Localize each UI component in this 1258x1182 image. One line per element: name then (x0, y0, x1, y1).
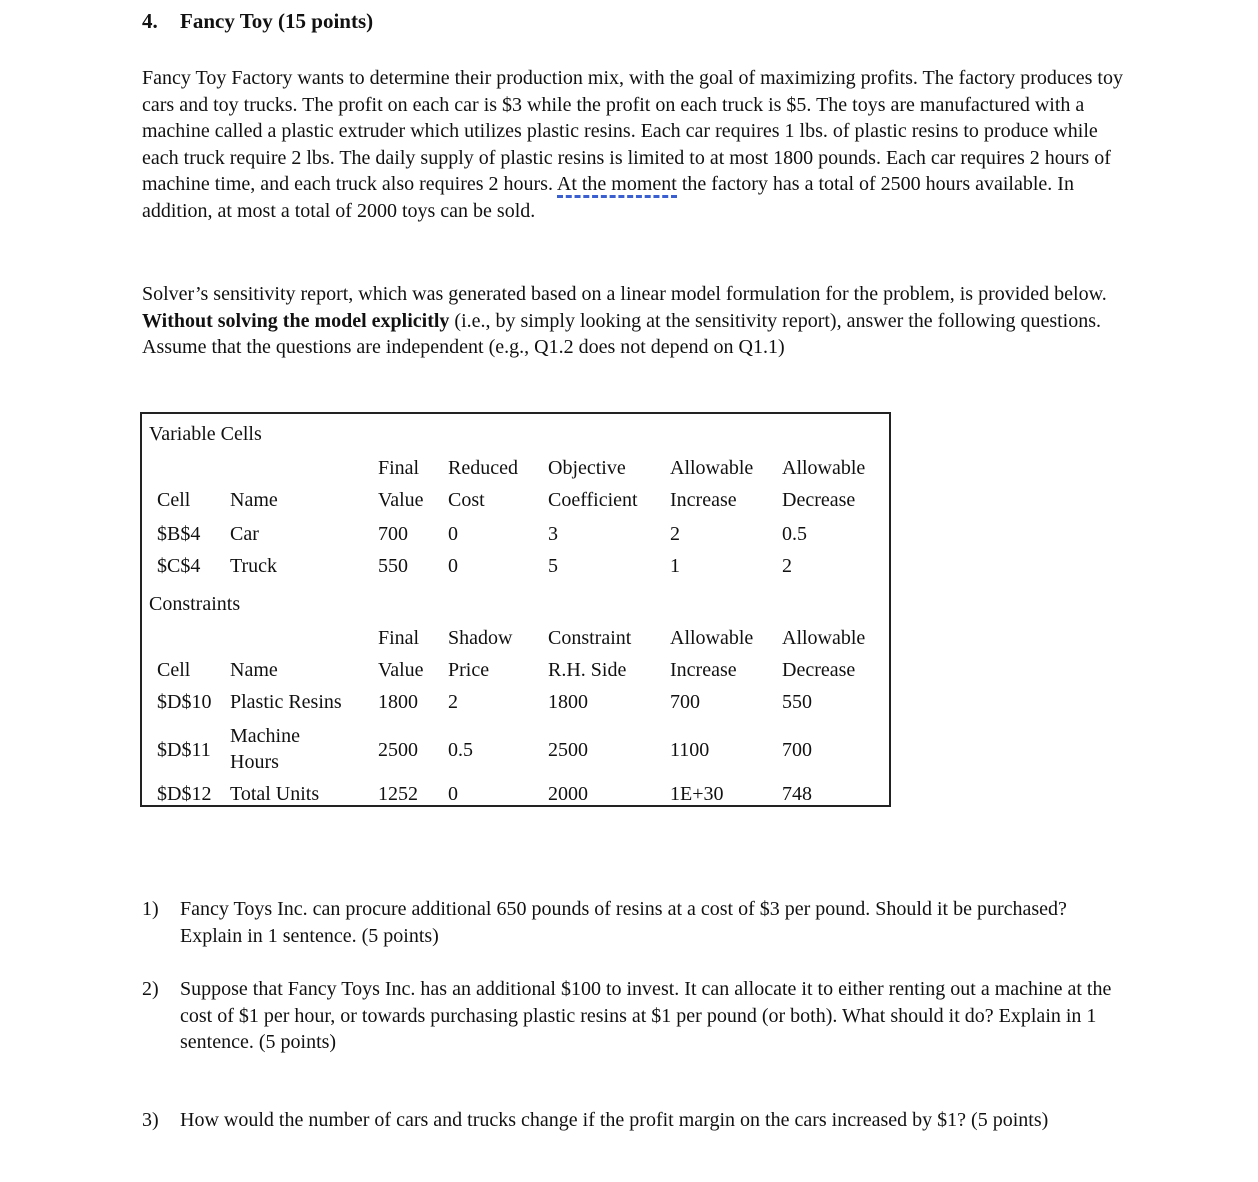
con-row-units-name: Total Units (230, 783, 320, 805)
con-row-machine-final: 2500 (378, 739, 418, 761)
con-row-machine-name-line2: Hours (230, 751, 279, 773)
con-row-resins-shadow: 2 (448, 691, 458, 713)
problem-text-part1: Fancy Toy Factory wants to determine their production mix, with the goal of maximizing profits. The factory produces toy cars and toy trucks. The profit on each car is $3 while the profit on each truck is $5. The toys are manufactured with a machine called a plastic extruder which utilizes plastic resins. Each car requires 1 lbs. of plastic resins to produce while each truck require 2 lbs. The daily supply of plastic resins is limited to at most 1800 pounds. Each car requires 2 hours of machine time, and each truck also requires 2 hours. (142, 67, 1123, 196)
var-row-car-name: Car (230, 523, 259, 545)
var-row-car-objective: 3 (548, 523, 558, 545)
var-row-truck-cell: $C$4 (157, 555, 201, 577)
var-header-decrease: Decrease (782, 489, 856, 511)
var-header-cost: Cost (448, 489, 485, 511)
con-row-machine-increase: 1100 (670, 739, 710, 761)
con-header-rhs: R.H. Side (548, 659, 627, 681)
con-header-decrease: Decrease (782, 659, 856, 681)
var-row-truck-final: 550 (378, 555, 408, 577)
con-row-machine-rhs: 2500 (548, 739, 588, 761)
con-header-shadow: Shadow (448, 627, 513, 649)
var-row-car-increase: 2 (670, 523, 680, 545)
con-row-resins-decrease: 550 (782, 691, 812, 713)
var-row-car-final: 700 (378, 523, 408, 545)
question-1-number: 1) (142, 898, 159, 920)
variable-cells-title: Variable Cells (149, 423, 262, 445)
var-header-increase: Increase (670, 489, 737, 511)
instructions-text-part1: Solver’s sensitivity report, which was generated based on a linear model formulation for the problem, is provided below. (142, 283, 1107, 305)
instructions-text-part2: (i.e., by simply looking at the sensitivity report), answer the following questions. Assume that the questions are independent (e.g., Q1.2 does not depend on Q1.1) (142, 309, 1101, 359)
var-header-allowable-dec: Allowable (782, 457, 866, 479)
con-row-units-shadow: 0 (448, 783, 458, 805)
var-header-objective: Objective (548, 457, 626, 479)
con-header-allowable-dec: Allowable (782, 627, 866, 649)
con-row-units-cell: $D$12 (157, 783, 212, 805)
var-header-cell: Cell (157, 489, 191, 511)
con-header-constraint: Constraint (548, 627, 632, 649)
var-row-truck-increase: 1 (670, 555, 680, 577)
var-header-name: Name (230, 489, 278, 511)
con-row-machine-shadow: 0.5 (448, 739, 473, 761)
question-3-number: 3) (142, 1109, 159, 1131)
con-row-machine-name-line1: Machine (230, 725, 300, 747)
constraints-title: Constraints (149, 593, 241, 615)
con-row-machine-cell: $D$11 (157, 739, 211, 761)
var-row-truck-decrease: 2 (782, 555, 792, 577)
var-row-car-reduced: 0 (448, 523, 458, 545)
var-header-reduced: Reduced (448, 457, 518, 479)
question-number: 4. (142, 9, 158, 33)
con-row-resins-cell: $D$10 (157, 691, 212, 713)
con-row-units-decrease: 748 (782, 783, 812, 805)
instructions-bold-text: Without solving the model explicitly (142, 309, 450, 332)
con-header-cell: Cell (157, 659, 191, 681)
var-row-truck-objective: 5 (548, 555, 558, 577)
var-header-value: Value (378, 489, 424, 511)
question-2-text: Suppose that Fancy Toys Inc. has an additional $100 to invest. It can allocate it to either renting out a machine at the cost of $1 per hour, or towards purchasing plastic resins at $1 per pound (or both). What should it do? Explain in 1 sentence. (5 points) (180, 978, 1112, 1054)
question-heading (142, 9, 373, 34)
var-header-final: Final (378, 457, 420, 479)
question-title: Fancy Toy (15 points) (180, 9, 374, 33)
question-2-number: 2) (142, 978, 159, 1000)
var-row-car-decrease: 0.5 (782, 523, 807, 545)
con-header-allowable-inc: Allowable (670, 627, 754, 649)
con-row-resins-final: 1800 (378, 691, 418, 713)
var-header-allowable-inc: Allowable (670, 457, 754, 479)
con-header-value: Value (378, 659, 424, 681)
var-row-truck-reduced: 0 (448, 555, 458, 577)
problem-text-part2: the factory has a total of 2500 hours available. In addition, at most a total of 2000 toys can be sold. (142, 173, 1074, 222)
instructions-paragraph (142, 281, 1132, 361)
var-row-truck-name: Truck (230, 555, 278, 577)
con-row-resins-increase: 700 (670, 691, 700, 713)
con-row-resins-name: Plastic Resins (230, 691, 342, 713)
con-header-price: Price (448, 659, 490, 681)
spellcheck-flagged-phrase: At the moment (557, 173, 677, 198)
var-row-car-cell: $B$4 (157, 523, 201, 545)
question-3-text: How would the number of cars and trucks change if the profit margin on the cars increased by $1? (5 points) (180, 1109, 1049, 1131)
question-1-text: Fancy Toys Inc. can procure additional 650 pounds of resins at a cost of $3 per pound. Should it be purchased? Explain in 1 sentence. (5 points) (180, 898, 1067, 947)
con-row-units-rhs: 2000 (548, 783, 588, 805)
problem-description (142, 65, 1132, 225)
con-row-units-final: 1252 (378, 783, 418, 805)
con-row-machine-decrease: 700 (782, 739, 812, 761)
con-header-increase: Increase (670, 659, 737, 681)
var-header-coefficient: Coefficient (548, 489, 638, 511)
con-header-final: Final (378, 627, 420, 649)
con-header-name: Name (230, 659, 278, 681)
sensitivity-report (140, 412, 891, 807)
con-row-resins-rhs: 1800 (548, 691, 588, 713)
con-row-units-increase: 1E+30 (670, 783, 724, 805)
